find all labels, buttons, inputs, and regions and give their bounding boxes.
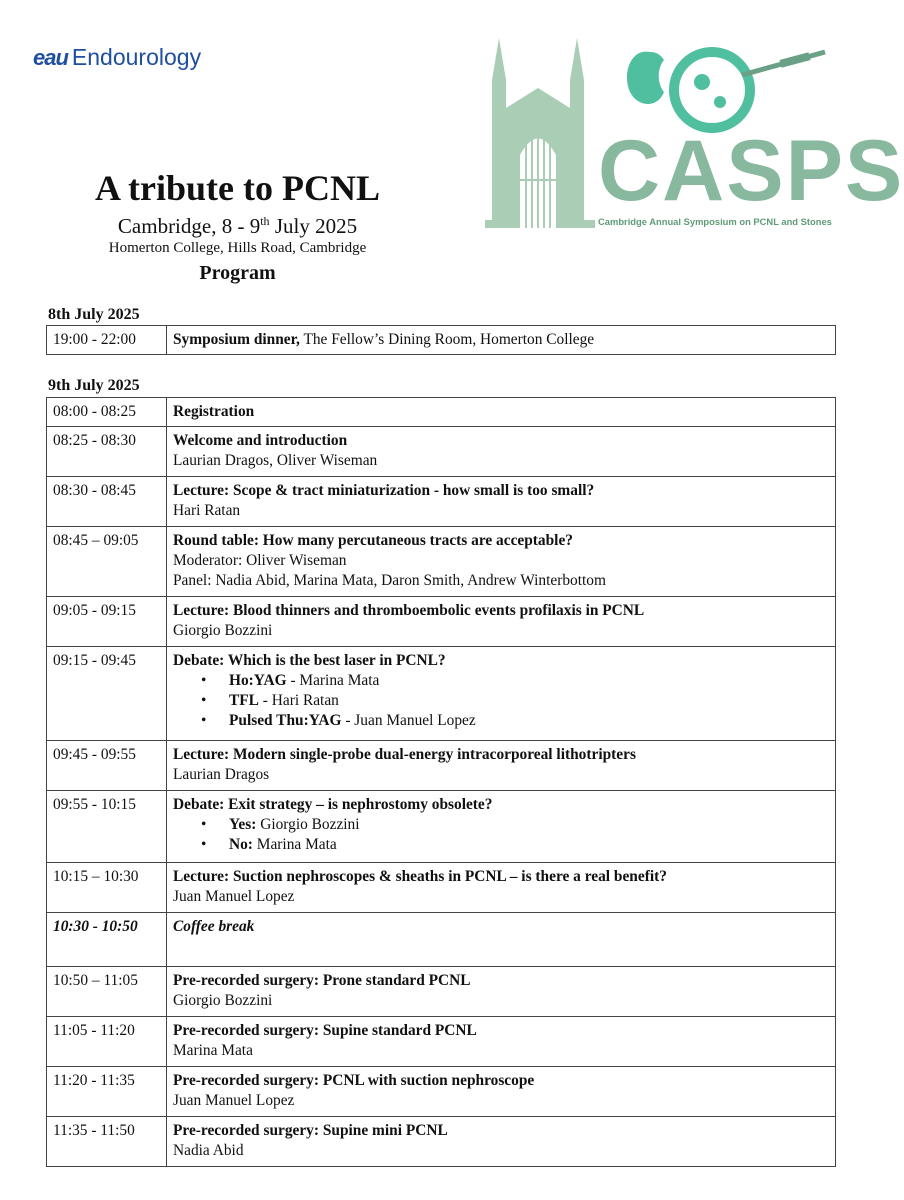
session-details <box>167 647 836 741</box>
speaker-name: - Hari Ratan <box>258 692 339 709</box>
schedule-row <box>47 741 836 791</box>
session-details <box>167 1017 836 1067</box>
session-title: Symposium dinner, <box>173 331 300 348</box>
speaker-name: - Juan Manuel Lopez <box>341 712 476 729</box>
session-speaker: Juan Manuel Lopez <box>173 1092 295 1109</box>
session-speaker: Laurian Dragos, Oliver Wiseman <box>173 452 378 469</box>
speaker-list-item <box>201 835 829 855</box>
session-title: Lecture: Blood thinners and thromboembolic events profilaxis in PCNL <box>173 602 645 619</box>
session-speaker: Panel: Nadia Abid, Marina Mata, Daron Smith, Andrew Winterbottom <box>173 572 606 589</box>
session-details <box>167 326 836 355</box>
session-time: 11:05 - 11:20 <box>47 1017 167 1067</box>
session-title: Lecture: Scope & tract miniaturization - how small is too small? <box>173 482 595 499</box>
speaker-list <box>173 815 829 855</box>
schedule-row <box>47 1017 836 1067</box>
eau-mark: eau <box>33 44 68 70</box>
event-dates: Cambridge, 8 - 9th July 2025 <box>117 214 358 238</box>
session-title: Debate: Which is the best laser in PCNL? <box>173 652 446 669</box>
day-2-schedule <box>46 397 836 1167</box>
session-speaker: Moderator: Oliver Wiseman <box>173 552 347 569</box>
session-details <box>167 967 836 1017</box>
session-speaker: Laurian Dragos <box>173 766 270 783</box>
session-time: 08:00 - 08:25 <box>47 398 167 427</box>
session-details <box>167 527 836 597</box>
speaker-name: - Marina Mata <box>286 672 380 689</box>
session-time: 09:05 - 09:15 <box>47 597 167 647</box>
session-title: Round table: How many percutaneous tracts are acceptable? <box>173 532 573 549</box>
casps-subtitle: Cambridge Annual Symposium on PCNL and Stones <box>598 216 832 227</box>
session-title: Lecture: Modern single-probe dual-energy intracorporeal lithotripters <box>173 746 636 763</box>
schedule-row <box>47 597 836 647</box>
session-title: Coffee break <box>173 918 255 935</box>
day-1-schedule <box>46 325 836 355</box>
session-details <box>167 1117 836 1167</box>
session-speaker: Giorgio Bozzini <box>173 622 273 639</box>
session-details <box>167 863 836 913</box>
session-time: 10:15 – 10:30 <box>47 863 167 913</box>
session-details <box>167 398 836 427</box>
session-title: Pre-recorded surgery: PCNL with suction nephroscope <box>173 1072 535 1089</box>
session-time: 11:20 - 11:35 <box>47 1067 167 1117</box>
schedule-row <box>47 913 836 967</box>
speaker-position: Pulsed Thu:YAG <box>229 712 342 729</box>
session-details <box>167 741 836 791</box>
schedule-row <box>47 1067 836 1117</box>
speaker-name: Marina Mata <box>252 836 337 853</box>
session-time: 09:55 - 10:15 <box>47 791 167 863</box>
session-time: 10:30 - 10:50 <box>47 913 167 967</box>
title-block <box>60 168 415 286</box>
speaker-position: No: <box>229 836 253 853</box>
session-details <box>167 597 836 647</box>
session-time: 08:45 – 09:05 <box>47 527 167 597</box>
speaker-list-item <box>201 671 829 691</box>
session-speaker: Juan Manuel Lopez <box>173 888 295 905</box>
session-details <box>167 427 836 477</box>
session-location: The Fellow’s Dining Room, Homerton College <box>299 331 595 348</box>
session-speaker: Giorgio Bozzini <box>173 992 273 1009</box>
session-title: Registration <box>173 403 255 420</box>
session-time: 19:00 - 22:00 <box>47 326 167 355</box>
session-details <box>167 1067 836 1117</box>
session-time: 09:15 - 09:45 <box>47 647 167 741</box>
schedule-row <box>47 791 836 863</box>
session-details <box>167 477 836 527</box>
session-title: Pre-recorded surgery: Supine mini PCNL <box>173 1122 448 1139</box>
eau-name: Endourology <box>71 44 202 70</box>
session-title: Welcome and introduction <box>173 432 348 449</box>
schedule-row <box>47 967 836 1017</box>
session-details <box>167 791 836 863</box>
speaker-position: Yes: <box>229 816 257 833</box>
page-title: A tribute to PCNL <box>95 168 380 208</box>
eau-endourology-logo <box>33 44 201 71</box>
schedule-row <box>47 863 836 913</box>
session-title: Lecture: Suction nephroscopes & sheaths in PCNL – is there a real benefit? <box>173 868 667 885</box>
kidney-icon <box>627 52 825 128</box>
session-title: Pre-recorded surgery: Supine standard PCNL <box>173 1022 477 1039</box>
session-speaker: Hari Ratan <box>173 502 241 519</box>
schedule-row <box>47 477 836 527</box>
session-time: 08:25 - 08:30 <box>47 427 167 477</box>
schedule-row <box>47 427 836 477</box>
schedule-row <box>47 398 836 427</box>
speaker-list-item <box>201 711 829 731</box>
session-time: 10:50 – 11:05 <box>47 967 167 1017</box>
schedule-row <box>47 1117 836 1167</box>
casps-wordmark: CASPS <box>598 123 904 219</box>
session-speaker: Marina Mata <box>173 1042 253 1059</box>
session-title: Debate: Exit strategy – is nephrostomy obsolete? <box>173 796 493 813</box>
session-speaker: Nadia Abid <box>173 1142 244 1159</box>
speaker-name: Giorgio Bozzini <box>256 816 360 833</box>
day-1-heading: 8th July 2025 <box>48 306 140 323</box>
session-time: 08:30 - 08:45 <box>47 477 167 527</box>
day-2-heading: 9th July 2025 <box>48 377 140 394</box>
session-time: 09:45 - 09:55 <box>47 741 167 791</box>
speaker-list-item <box>201 815 829 835</box>
schedule-row <box>47 647 836 741</box>
venue: Homerton College, Hills Road, Cambridge <box>108 240 367 256</box>
schedule-row <box>47 527 836 597</box>
speaker-list <box>173 671 829 731</box>
speaker-position: TFL <box>229 692 259 709</box>
program-heading: Program <box>199 262 276 284</box>
speaker-position: Ho:YAG <box>229 672 287 689</box>
session-time: 11:35 - 11:50 <box>47 1117 167 1167</box>
session-details <box>167 913 836 967</box>
speaker-list-item <box>201 691 829 711</box>
session-title: Pre-recorded surgery: Prone standard PCNL <box>173 972 471 989</box>
schedule-row <box>47 326 836 355</box>
